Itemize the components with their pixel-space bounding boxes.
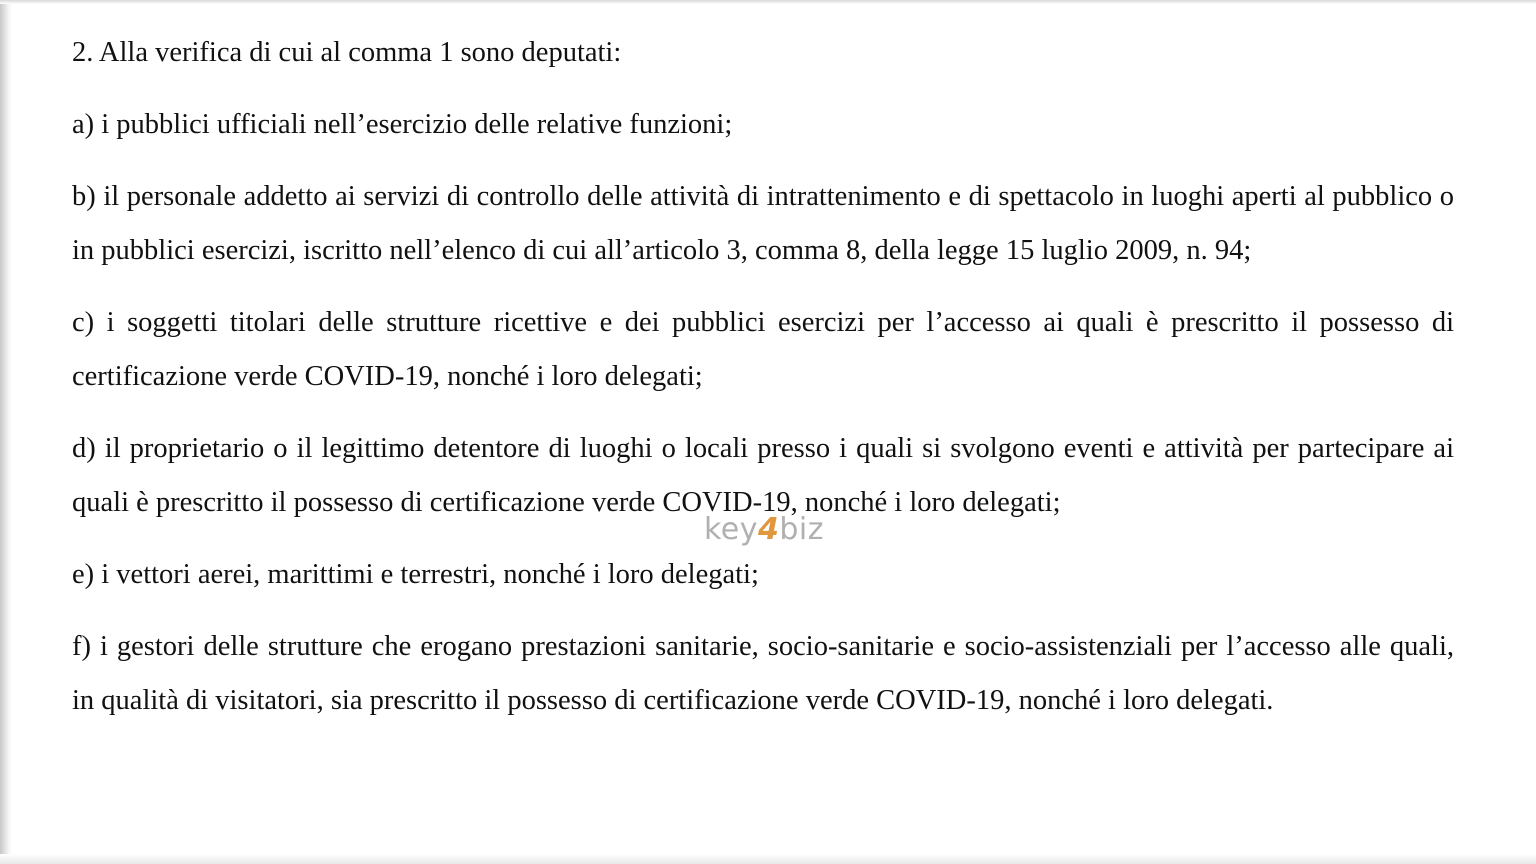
watermark-suffix: biz: [779, 512, 825, 547]
paragraph-d: d) il proprietario o il legittimo detentore di luoghi o locali presso i quali si svolgono eventi e attività per partecipare ai quali è prescritto il possesso di certificazione verde COVID-19, nonché i loro delegati;: [72, 433, 1454, 518]
paragraph-b: b) il personale addetto ai servizi di controllo delle attività di intrattenimento e di spettacolo in luoghi aperti al pubblico o in pubblici esercizi, iscritto nell’elenco di cui all’articolo 3, comma 8, della legge 15 luglio 2009, n. 94;: [72, 181, 1454, 266]
key4biz-watermark: [704, 512, 824, 547]
paragraph-e: e) i vettori aerei, marittimi e terrestri, nonché i loro delegati;: [72, 559, 759, 590]
page-bottom-edge: [0, 854, 1536, 864]
watermark-accent: 4: [758, 512, 780, 547]
page-edge-shadow: [0, 0, 12, 864]
paragraph-f: f) i gestori delle strutture che erogano prestazioni sanitarie, socio-sanitarie e socio-assistenziali per l’accesso alle quali, in qualità di visitatori, sia prescritto il possesso di certificazione verde COVID-19, nonché i loro delegati.: [72, 631, 1454, 716]
paragraph-c: c) i soggetti titolari delle strutture ricettive e dei pubblici esercizi per l’accesso ai quali è prescritto il possesso di certificazione verde COVID-19, nonché i loro delegati;: [72, 307, 1454, 392]
paragraph-a: a) i pubblici ufficiali nell’esercizio delle relative funzioni;: [72, 109, 733, 140]
page-top-edge: [0, 0, 1536, 4]
document-body: [72, 26, 1454, 728]
paragraph-intro: 2. Alla verifica di cui al comma 1 sono deputati:: [72, 37, 622, 68]
watermark-prefix: key: [704, 512, 759, 547]
